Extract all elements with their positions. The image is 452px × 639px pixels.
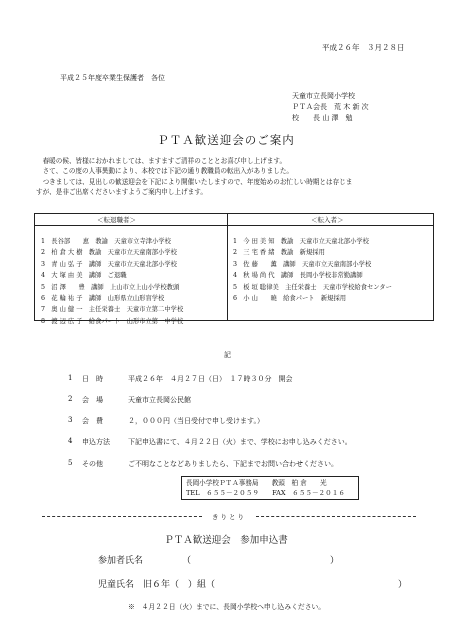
contact-box bbox=[181, 476, 359, 500]
detail-number: 5 bbox=[68, 459, 73, 467]
incoming-title: ＜転入者＞ bbox=[311, 216, 344, 224]
incoming-list bbox=[233, 236, 392, 304]
detail-value: 平成２６年 ４月２７日（日） １７時３０分 開会 bbox=[128, 375, 293, 383]
document-date: 平成２６年 ３月２８日 bbox=[322, 43, 405, 52]
parent-name-label: 参加者氏名 bbox=[98, 556, 144, 566]
close-paren: ） bbox=[398, 580, 408, 590]
list-item: 8 渡 辺 広 子 給食パート 山形市立第一中学校 bbox=[41, 317, 184, 325]
list-item: 6 花 輪 祐 子 講師 山形県立山形盲学校 bbox=[41, 295, 165, 303]
list-item: 4 大 塚 由 美 講師 ご退職 bbox=[41, 272, 127, 280]
list-item: 4 秋 場 尚 代 講師 長岡小学校非常勤講師 bbox=[233, 272, 363, 280]
contact-office: 長岡小学校ＰＴＡ事務局 教頭 柏 倉 光 bbox=[186, 479, 327, 487]
close-paren: ） bbox=[330, 556, 340, 566]
letter-body bbox=[36, 156, 446, 197]
cut-dash-right bbox=[256, 516, 416, 517]
list-item: 3 青 山 弘 子 講師 天童市立天童北部小学校 bbox=[41, 260, 177, 268]
body-line: すが、是非ご出席くださいますようご案内申し上げます。 bbox=[36, 187, 207, 196]
detail-value: 下記申込書にて、４月２２日（火）まで、学校にお申し込みください。 bbox=[128, 438, 352, 446]
detail-label: 会 費 bbox=[82, 417, 103, 425]
sender-pta-president: ＰＴＡ会長 荒 木 新 次 bbox=[292, 103, 369, 111]
cut-dash-left bbox=[42, 516, 202, 517]
detail-value: ２，０００円（当日受付で申し受けます。） bbox=[128, 417, 264, 425]
list-item: 6 小 山 暁 給食パート 新規採用 bbox=[233, 295, 347, 303]
sender-principal: 校 長 山 澤 勉 bbox=[292, 114, 353, 122]
detail-label: 申込方法 bbox=[82, 438, 110, 446]
list-item: 1 今 田 美 知 教諭 天童市立天童北部小学校 bbox=[233, 238, 369, 245]
detail-label: その他 bbox=[82, 460, 103, 468]
deadline-note: ※ ４月２２日（火）までに、長岡小学校へ申し込みください。 bbox=[128, 603, 326, 611]
list-item: 2 柏 倉 大 樹 教諭 天童市立天童南部小学校 bbox=[41, 249, 177, 257]
detail-number: 1 bbox=[68, 374, 73, 382]
cut-line bbox=[42, 512, 416, 520]
detail-value: ご不明なことなどありましたら、下記までお問い合わせください。 bbox=[128, 460, 338, 468]
outgoing-title: ＜転退職者＞ bbox=[97, 216, 136, 224]
list-item: 5 沼 澤 豊 講師 上山市立上山小学校教頭 bbox=[41, 283, 180, 291]
list-item: 7 奥 山 健 一 主任栄養士 天童市立第二中学校 bbox=[41, 306, 184, 314]
staff-changes-table bbox=[34, 213, 434, 325]
staff-table-header bbox=[35, 214, 433, 226]
outgoing-list bbox=[41, 236, 183, 327]
sender-school: 天童市立長岡小学校 bbox=[292, 92, 355, 100]
body-line: 春暖の候、皆様におかれましては、ますますご清祥のこととお喜び申し上げます。 bbox=[36, 157, 287, 165]
page-title: ＰＴＡ歓送迎会のご案内 bbox=[157, 133, 295, 147]
list-item: 1 長谷部 恵 教諭 天童市立寺津小学校 bbox=[41, 238, 171, 245]
child-name-label: 児童氏名 旧６年（ ）組（ bbox=[98, 580, 216, 590]
detail-label: 日 時 bbox=[82, 375, 103, 383]
detail-number: 3 bbox=[68, 416, 73, 424]
list-item: 3 佐 藤 薫 講師 天童市立天童南部小学校 bbox=[233, 260, 372, 268]
body-line: さて、この度の人事異動により、本校では下記の通り教職員の転出入がありました。 bbox=[36, 167, 294, 176]
detail-number: 2 bbox=[68, 395, 73, 403]
list-item: 5 板 垣 聡律美 主任栄養士 天童市学校給食センター bbox=[233, 283, 392, 291]
notice-heading: 記 bbox=[224, 351, 231, 359]
sender-block bbox=[292, 91, 369, 124]
cut-label: きりとり bbox=[205, 512, 253, 521]
form-title: ＰＴＡ歓送迎会 参加申込書 bbox=[164, 535, 288, 546]
staff-table-divider bbox=[227, 214, 228, 320]
body-line: つきましては、見出しの歓送迎会を下記により開催いたしますので、年度始めのお忙しい時期とは存じま bbox=[36, 177, 353, 186]
detail-value: 天童市立長岡公民館 bbox=[128, 396, 191, 404]
list-item: 2 三 宅 香 緒 教諭 新規採用 bbox=[233, 249, 325, 257]
contact-phone-fax: TEL ６５５－２０５９ FAX ６５５－２０１６ bbox=[186, 489, 345, 497]
recipient-line: 平成２５年度卒業生保護者 各位 bbox=[60, 74, 165, 82]
detail-label: 会 場 bbox=[82, 396, 103, 404]
detail-number: 4 bbox=[68, 437, 73, 445]
open-paren: （ bbox=[182, 556, 192, 566]
